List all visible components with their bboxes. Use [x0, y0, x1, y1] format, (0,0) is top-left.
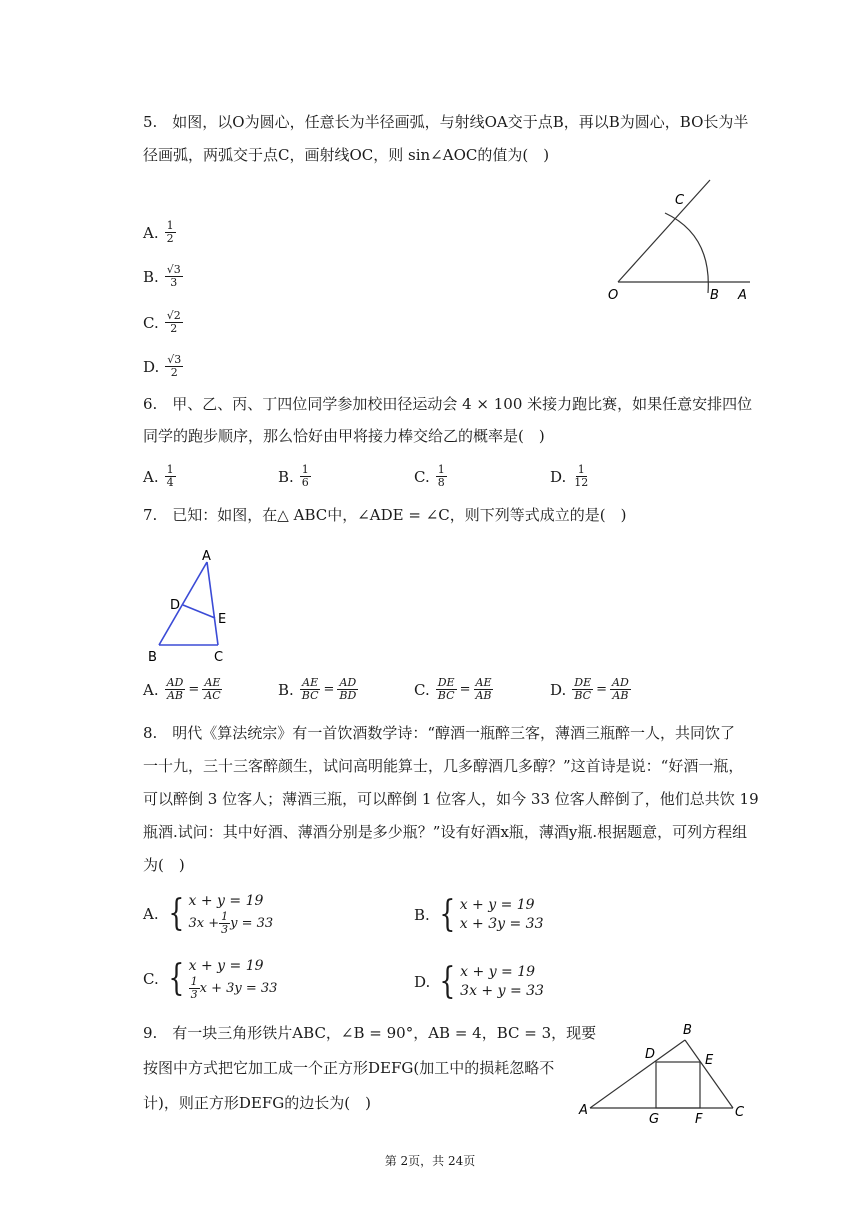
fraction: $\frac{√3}{3}$ [166, 263, 181, 289]
side-ab [590, 1040, 685, 1108]
q5-line1: 5. 如图，以O为圆心，任意长为半径画弧，与射线OA交于点B，再以B为圆心，BO长为半 [143, 113, 749, 131]
fraction: $\frac{AE}{AB}$ [475, 676, 492, 702]
q5-option-a [143, 220, 176, 245]
fraction: $\frac{AD}{AB}$ [166, 676, 184, 702]
q9-figure [575, 1020, 755, 1130]
fraction: $\frac{DE}{BC}$ [437, 676, 455, 702]
label-b: B [148, 650, 157, 665]
fraction: $\frac{√2}{2}$ [166, 309, 181, 335]
side-ab [159, 562, 207, 645]
q7-option-c: C. $\frac{DE}{BC}$ = $\frac{AE}{AB}$ [414, 676, 492, 702]
fraction: $\frac{1}{12}$ [574, 463, 589, 489]
fraction: $\frac{AE}{BC}$ [301, 676, 319, 702]
equation-system: x + y = 19 x + 3y = 33 [459, 897, 544, 932]
fraction: $\frac{1}{2}$ [166, 219, 174, 245]
option-label: D. [414, 973, 431, 991]
label-d: D [645, 1047, 656, 1062]
side-bc [685, 1040, 733, 1108]
q6-line1: 6. 甲、乙、丙、丁四位同学参加校田径运动会 4 × 100 米接力跑比赛，如果任意安排四位 [143, 395, 753, 413]
q8-option-a: A. { x + y = 19 3x + $\frac{1}{3}$ y = 33 [143, 893, 274, 936]
q5-option-c [143, 310, 183, 335]
option-label: C. [143, 970, 159, 988]
equation-system: x + y = 19 $\frac{1}{3}$ x + 3y = 33 [188, 958, 278, 1001]
option-label: C. [414, 680, 430, 699]
option-label: C. [143, 313, 159, 332]
q9-line2: 按图中方式把它加工成一个正方形DEFG(加工中的损耗忽略不 [143, 1059, 555, 1077]
q8-option-d: D. { x + y = 19 3x + y = 33 [414, 961, 544, 1002]
q7-option-b: B. $\frac{AE}{BC}$ = $\frac{AD}{BD}$ [278, 676, 357, 702]
q9-line3: 计)，则正方形DEFG的边长为( ) [143, 1094, 371, 1112]
q5-option-b [143, 264, 183, 289]
option-label: B. [143, 267, 159, 286]
fraction: $\frac{√3}{2}$ [167, 353, 182, 379]
q6-option-d [550, 464, 590, 489]
label-b: B [683, 1023, 692, 1038]
option-label: B. [278, 680, 294, 699]
q8-line1: 8. 明代《算法统宗》有一首饮酒数学诗：“醇酒一瓶醉三客，薄酒三瓶醉一人，共同饮了 [143, 724, 735, 742]
ray-oc [618, 180, 710, 282]
label-g: G [649, 1112, 660, 1127]
q7-figure [140, 545, 240, 667]
label-e: E [218, 612, 227, 627]
q5-line2: 径画弧，两弧交于点C，画射线OC，则 sin∠AOC的值为( ) [143, 146, 550, 164]
side-ac [207, 562, 218, 645]
fraction: $\frac{1}{6}$ [301, 463, 309, 489]
option-label: D. [143, 357, 160, 376]
fraction: $\frac{1}{4}$ [166, 463, 174, 489]
option-label: A. [143, 223, 159, 242]
q8-option-b: B. { x + y = 19 x + 3y = 33 [414, 894, 544, 935]
q8-line2: 一十九，三十三客醉颜生，试问高明能算士，几多醇酒几多醇？”这首诗是说：“好酒一瓶， [143, 757, 744, 775]
square-defg [656, 1062, 700, 1108]
q8-line4: 瓶酒.试问：其中好酒、薄酒分别是多少瓶？”设有好酒x瓶，薄酒y瓶.根据题意，可列方程组 [143, 823, 748, 841]
equation-system: x + y = 19 3x + y = 33 [460, 964, 544, 999]
q7-line1: 7. 已知：如图，在△ ABC中，∠ADE = ∠C，则下列等式成立的是( ) [143, 506, 627, 524]
q7-option-d: D. $\frac{DE}{BC}$ = $\frac{AD}{AB}$ [550, 676, 629, 702]
fraction: $\frac{DE}{BC}$ [574, 676, 592, 702]
q5-figure [600, 175, 760, 310]
option-label: D. [550, 680, 567, 699]
label-c: C [214, 650, 224, 665]
fraction: $\frac{AE}{AC}$ [204, 676, 221, 702]
label-f: F [695, 1112, 703, 1127]
q8-line3: 可以醉倒 3 位客人；薄酒三瓶，可以醉倒 1 位客人，如今 33 位客人醉倒了，他们总共饮 19 [143, 790, 759, 808]
fraction: $\frac{AD}{AB}$ [612, 676, 629, 702]
label-a: A [738, 288, 747, 303]
option-label: C. [414, 467, 430, 486]
option-label: A. [143, 467, 159, 486]
label-d: D [170, 598, 181, 613]
label-a: A [202, 549, 211, 564]
q6-line2: 同学的跑步顺序，那么恰好由甲将接力棒交给乙的概率是( ) [143, 427, 545, 445]
fraction: $\frac{AD}{BD}$ [339, 676, 357, 702]
q8-line5: 为( ) [143, 856, 185, 874]
q9-line1: 9. 有一块三角形铁片ABC，∠B = 90°，AB = 4，BC = 3，现要 [143, 1024, 597, 1042]
label-c: C [735, 1105, 745, 1120]
option-label: B. [278, 467, 294, 486]
option-label: B. [414, 906, 430, 924]
label-c: C [675, 193, 685, 208]
label-a: A [579, 1103, 588, 1118]
option-label: A. [143, 680, 159, 699]
page-footer: 第 2页，共 24页 [384, 1154, 476, 1168]
q8-option-c: C. { x + y = 19 $\frac{1}{3}$ x + 3y = 33 [143, 958, 278, 1001]
label-o: O [608, 288, 619, 303]
equation-system: x + y = 19 3x + $\frac{1}{3}$ y = 33 [188, 893, 274, 936]
segment-de [183, 605, 215, 618]
q6-option-a [143, 464, 176, 489]
label-b: B [710, 288, 719, 303]
q5-option-d [143, 354, 183, 379]
option-label: D. [550, 467, 567, 486]
q6-option-b [278, 464, 311, 489]
q7-option-a: A. $\frac{AD}{AB}$ = $\frac{AE}{AC}$ [143, 676, 221, 702]
arc [665, 213, 708, 293]
label-e: E [705, 1053, 714, 1068]
option-label: A. [143, 905, 159, 923]
fraction: $\frac{1}{8}$ [437, 463, 445, 489]
q6-option-c [414, 464, 447, 489]
